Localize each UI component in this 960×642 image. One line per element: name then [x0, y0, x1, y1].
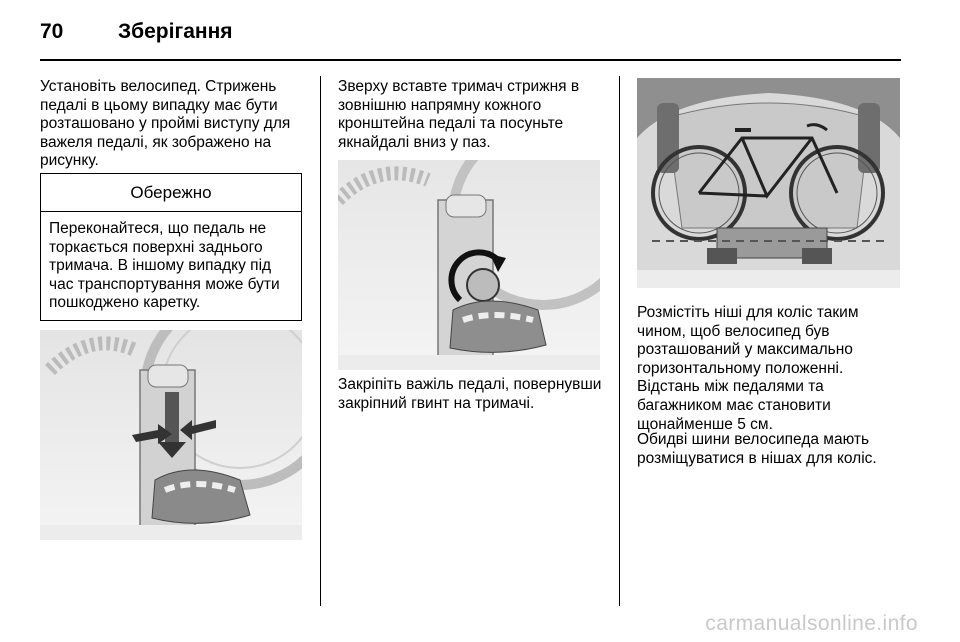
column-divider-2 — [619, 76, 620, 606]
page-header — [40, 14, 910, 54]
col2-paragraph-1: Зверху вставте тримач стрижня в зовнішню напрямну кожного кронштейна педалі та посуньте якнайдалі вниз у паз. — [338, 78, 580, 151]
header-rule — [40, 59, 901, 61]
caution-title: Обережно — [41, 174, 301, 212]
pedal-holder-illustration-2 — [338, 160, 600, 370]
page-number: 70 — [40, 20, 64, 43]
caution-text: Переконайтеся, що педаль не торкається поверхні заднього тримача. В іншому випадку під час транспортування може бути пошкоджено каретку. — [49, 220, 280, 312]
page-title: Зберігання — [118, 20, 233, 43]
col2-paragraph-2: Закріпіть важіль педалі, повернувши закріпний гвинт на тримачі. — [338, 376, 602, 412]
watermark: carmanualsonline.info — [705, 612, 918, 635]
col3-paragraph-1: Розмістіть ніші для коліс таким чином, щоб велосипед був розташований у максимально горизонтальному положенні. Відстань між педалями та багажником має становити щонайменше 5 см. — [637, 304, 859, 433]
pedal-holder-illustration-1 — [40, 330, 302, 540]
col3-paragraph-2: Обидві шини велосипеда мають розміщуватися в нішах для коліс. — [637, 431, 877, 467]
caution-box — [40, 173, 302, 321]
col1-paragraph: Установіть велосипед. Стрижень педалі в цьому випадку має бути розташовано у проймі виступу для важеля педалі, як зображено на рисунку. — [40, 78, 291, 170]
column-divider-1 — [320, 76, 321, 606]
bike-on-carrier-illustration — [637, 78, 900, 288]
